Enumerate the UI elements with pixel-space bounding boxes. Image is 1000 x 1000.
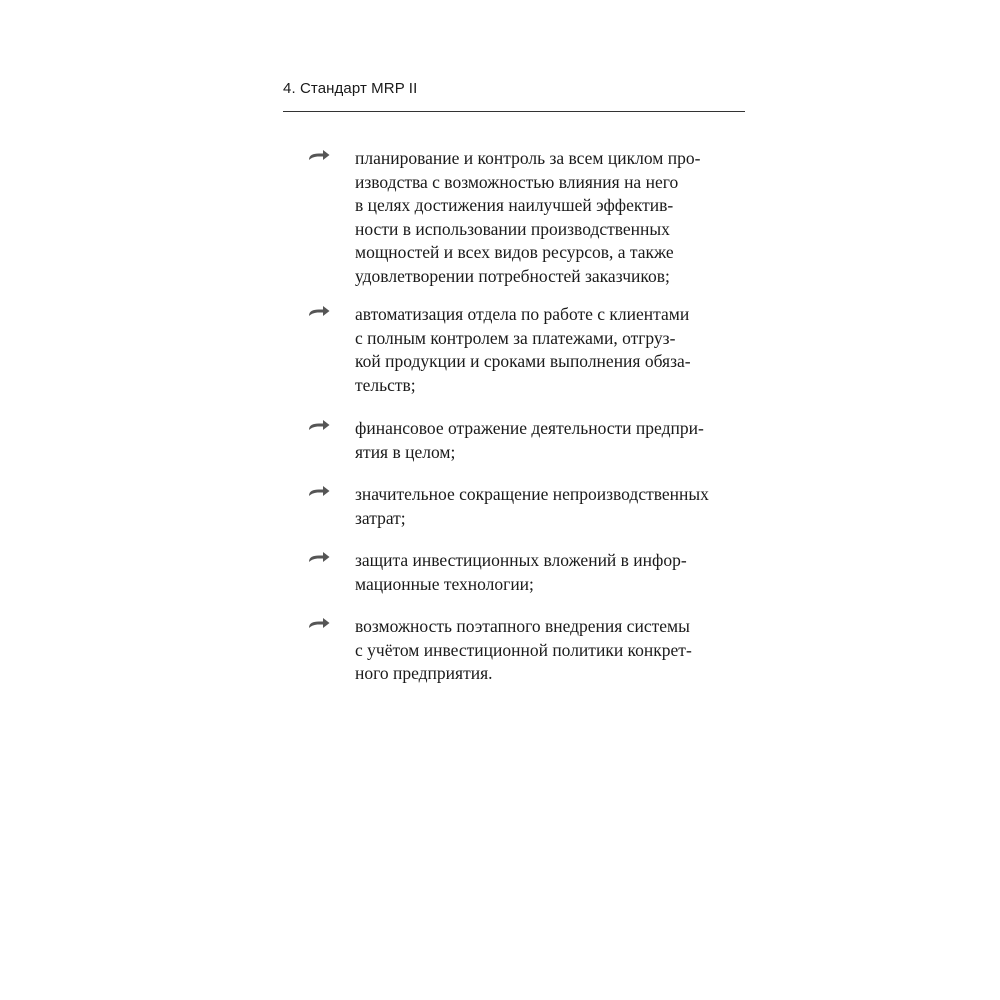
text-line: защита инвестиционных вложений в инфор-	[355, 550, 687, 570]
list-item-text	[355, 417, 745, 464]
text-line: ности в использовании производственных	[355, 218, 670, 239]
text-line: удовлетворении потребностей заказчиков;	[355, 265, 670, 286]
list-item-text	[355, 615, 745, 686]
text-line: ного предприятия.	[355, 663, 493, 683]
arrow-right-icon	[307, 417, 331, 433]
text-line: с учётом инвестиционной политики конкрет-	[355, 639, 692, 660]
text-line: планирование и контроль за всем циклом про-	[355, 148, 701, 168]
text-line: затрат;	[355, 507, 406, 528]
list-item-text	[355, 549, 745, 596]
text-line: финансовое отражение деятельности предпри-	[355, 418, 704, 438]
arrow-right-icon	[307, 483, 331, 499]
text-line: ятия в целом;	[355, 441, 456, 462]
text-line: кой продукции и сроками выполнения обяза-	[355, 351, 691, 371]
arrow-right-icon	[307, 549, 331, 565]
text-line: возможность поэтапного внедрения системы	[355, 616, 690, 636]
text-line: автоматизация отдела по работе с клиентами	[355, 304, 690, 324]
text-line: значительное сокращение непроизводственных	[355, 484, 709, 504]
arrow-right-icon	[307, 147, 331, 163]
text-line: в целях достижения наилучшей эффектив-	[355, 195, 674, 215]
list-item-text	[355, 147, 745, 288]
running-head-title: 4. Стандарт MRP II	[283, 80, 418, 97]
text-line: изводства с возможностью влияния на него	[355, 171, 679, 192]
list-item-text	[355, 483, 745, 530]
header-divider	[283, 111, 745, 112]
text-line: с полным контролем за платежами, отгруз-	[355, 327, 676, 348]
text-line: мационные технологии;	[355, 573, 534, 594]
text-line: тельств;	[355, 374, 416, 395]
arrow-right-icon	[307, 303, 331, 319]
arrow-right-icon	[307, 615, 331, 631]
list-item-text	[355, 303, 745, 397]
text-line: мощностей и всех видов ресурсов, а также	[355, 242, 674, 262]
